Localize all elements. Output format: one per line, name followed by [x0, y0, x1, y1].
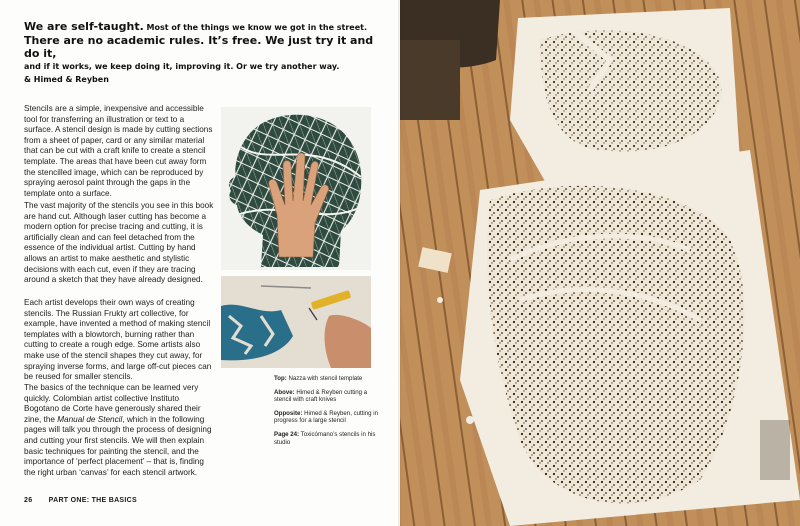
figure-head-stencil: [221, 107, 371, 270]
quote-attribution: & Himed & Reyben: [24, 75, 109, 84]
caption-opposite: [274, 410, 379, 425]
manual-title: Manual de Stencil: [57, 414, 123, 424]
quote-line1-big: We are self-taught.: [24, 20, 144, 33]
large-stencil-photo: [400, 0, 800, 526]
body-paragraph-4-b: , which in the following pages will talk you through the process of designing and cutting your first stencils. We will then explain basic techniques for painting the stencil, and the importance of ‘perfect placement’ – that is, finding the right urban ‘canvas’ for each stencil artwork.: [24, 414, 212, 477]
caption-page-24: [274, 431, 379, 446]
section-title: PART ONE: THE BASICS: [48, 497, 137, 504]
quote-line2: There are no academic rules. It’s free. We just try it and do it,: [24, 34, 374, 60]
cutting-stencil-image: [221, 276, 371, 368]
caption-above-label: Above:: [274, 388, 295, 396]
caption-opposite-text: Himed & Reyben, cutting in progress for a large stencil: [274, 409, 378, 425]
body-paragraph-2: The vast majority of the stencils you see in this book are hand cut. Although laser cutting has become a modern option for precise tracing and cutting, it is artificially clean and can feel detached from the essence of the individual artist. Cutting by hand allows an artist to make aesthetic and stylistic decisions with each cut, even if they are tracing around a sketch that they have already designed.: [24, 201, 214, 285]
body-paragraph-3: Each artist develops their own ways of creating stencils. The Russian Frukty art collective, for example, have invented a method of making stencil templates with a blowtorch, burning rather than cutting to create a rough edge. Some artists also make use of the stencil shapes they cut away, for spraying inverse forms, and large off-cut pieces can be reused for smaller stencils.: [24, 298, 212, 382]
caption-top: [274, 375, 379, 383]
caption-above: [274, 389, 379, 404]
right-page-photo: [400, 0, 800, 526]
caption-top-label: Top:: [274, 375, 287, 382]
quote-line3: and if it works, we keep doing it, improving it. Or we try another way.: [24, 62, 340, 71]
pull-quote: [24, 18, 374, 86]
body-paragraph-1: Stencils are a simple, inexpensive and accessible tool for transferring an illustration or text to a surface. A stencil design is made by cutting sections from a sheet of paper, card or any similar material that can be cut with a craft knife to create a stencil template. The areas that have been cut away form the stencilled image, which can be reproduced by spraying aerosol paint through the gaps in the template onto a surface.: [24, 104, 213, 198]
page-footer: [24, 497, 137, 504]
caption-page-24-text: Toxicómano’s stencils in his studio: [274, 430, 376, 446]
caption-page-24-label: Page 24:: [274, 430, 300, 438]
caption-opposite-label: Opposite:: [274, 409, 303, 417]
spine-shadow: [398, 0, 402, 526]
body-paragraph-4: [24, 383, 214, 478]
body-paragraph-4-a: The basics of the technique can be learned very quickly. Colombian artist collective Instituto Bogotano de Corte have generously shared their zine, the: [24, 383, 201, 424]
captions: [274, 375, 379, 452]
page-number: 26: [24, 497, 33, 504]
caption-top-text: Nazza with stencil template: [286, 375, 363, 382]
figure-cutting-stencil: [221, 276, 371, 368]
quote-line1-small: Most of the things we know we got in the street.: [143, 23, 368, 32]
caption-above-text: Himed & Reyben cutting a stencil with craft knives: [274, 388, 368, 404]
head-stencil-image: [221, 107, 371, 270]
